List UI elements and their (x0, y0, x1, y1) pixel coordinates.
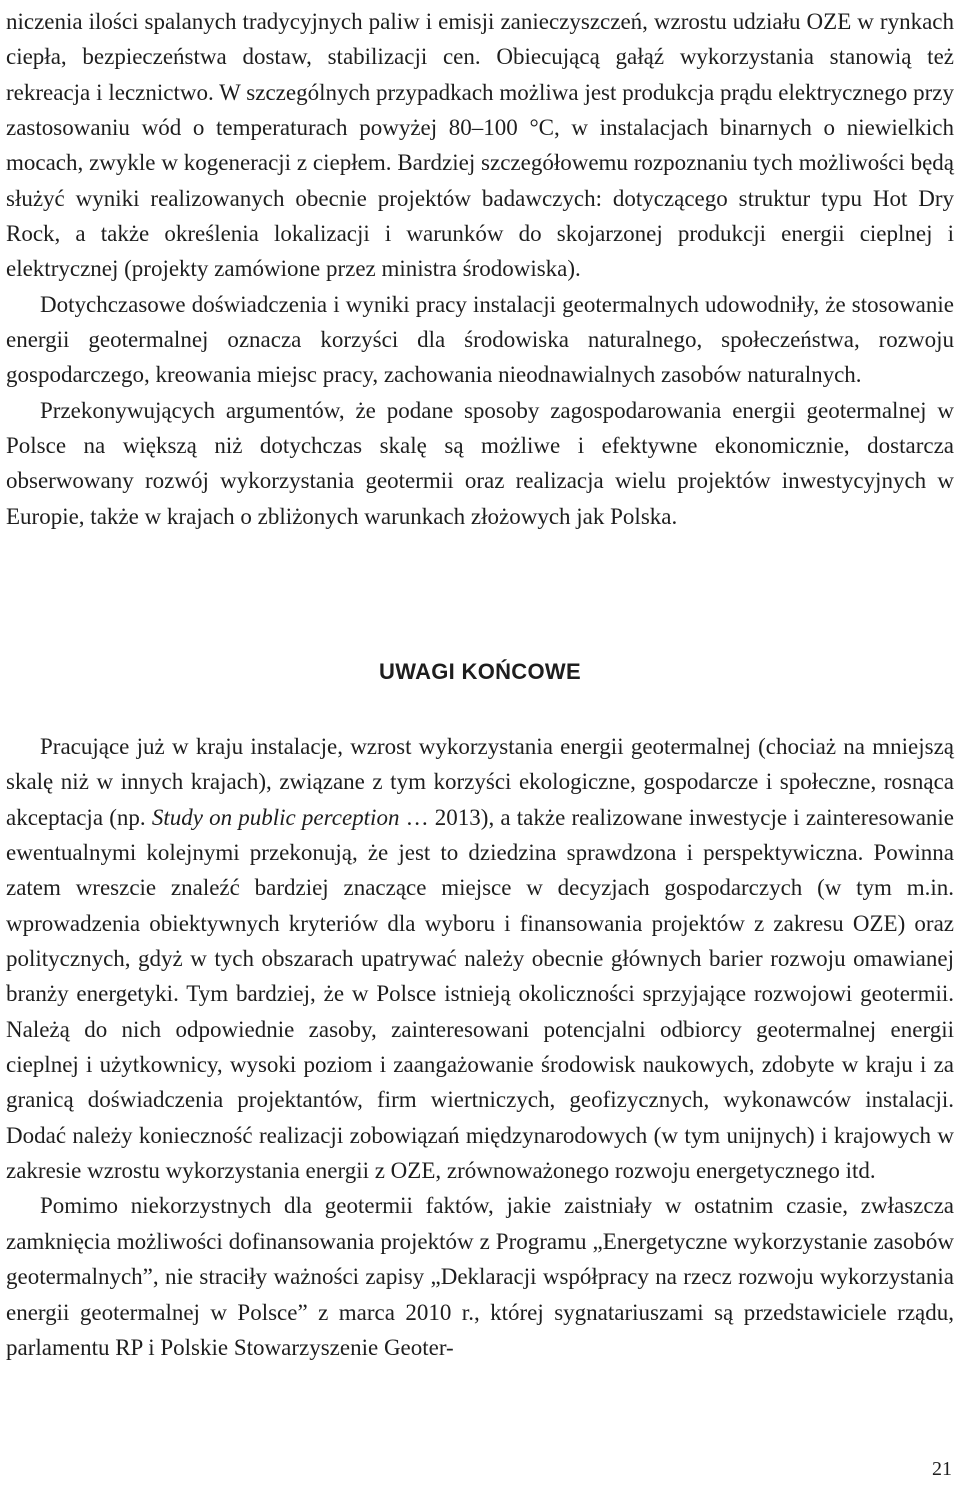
section-heading: UWAGI KOŃCOWE (379, 659, 581, 684)
conclusions-text-part-1: Pracujące już w kraju instalacje, wzrost wykorzystania energii geotermalnej (chociaż na mniejszą skalę niż w innych krajach), związane z tym korzyści ekologiczne, gospodarcze i społeczne, rosnąca akceptacja (np. (6, 734, 954, 830)
text-block-bottom (6, 729, 954, 1365)
paragraph-continued: niczenia ilości spalanych tradycyjnych paliw i emisji zanieczyszczeń, wzrostu udziału OZE w rynkach ciepła, bezpieczeństwa dostaw, stabilizacji cen. Obiecującą gałąź wykorzystania stanowią też rekreacja i lecznictwo. W szczególnych przypadkach możliwa jest produkcja prądu elektrycznego przy zastosowaniu wód o temperaturach powyżej 80–100 °C, w instalacjach binarnych o niewielkich mocach, zwykle w kogeneracji z ciepłem. Bardziej szczegółowemu rozpoznaniu tych możliwości będą służyć wyniki realizowanych obecnie projektów badawczych: dotyczącego struktur typu Hot Dry Rock, a także określenia lokalizacji i warunków do skojarzonej produkcji energii cieplnej i elektrycznej (projekty zamówione przez ministra środowiska). (6, 9, 954, 282)
paragraph-conclusions (6, 729, 954, 1188)
text-block-top (6, 4, 954, 534)
paragraph-arguments: Przekonywujących argumentów, że podane sposoby zagospodarowania energii geotermalnej w Polsce na większą niż dotychczas skalę są możliwe i efektywne ekonomicznie, dostarcza obserwowany rozwój wykorzystania geotermii oraz realizacja wielu projektów inwestycyjnych w Europie, także w krajach o zbliżonych warunkach złożowych jak Polska. (6, 397, 954, 529)
cited-title-italic: Study on public perception (151, 804, 400, 830)
paragraph-declaration: Pomimo niekorzystnych dla geotermii faktów, jakie zaistniały w ostatnim czasie, zwłaszcza zamknięcia możliwości dofinansowania projektów z Programu „Energetyczne wykorzystanie zasobów geotermalnych”, nie straciły ważności zapisy „Deklaracji współpracy na rzecz rozwoju wykorzystania energii geotermalnej w Polsce” z marca 2010 r., której sygnatariuszami są przedstawiciele rządu, parlamentu RP i Polskie Stowarzyszenie Geoter- (6, 1193, 954, 1360)
paragraph-experience: Dotychczasowe doświadczenia i wyniki pracy instalacji geotermalnych udowodniły, że stosowanie energii geotermalnej oznacza korzyści dla środowiska naturalnego, społeczeństwa, rozwoju gospodarczego, kreowania miejsc pracy, zachowania nieodnawialnych zasobów naturalnych. (6, 291, 954, 388)
page-number: 21 (932, 1458, 952, 1480)
conclusions-text-part-2: … 2013), a także realizowane inwestycje i zainteresowanie ewentualnymi kolejnymi przekonują, że jest to dziedzina sprawdzona i perspektywiczna. Powinna zatem wreszcie znaleźć bardziej znaczące miejsce w decyzjach gospodarczych (w tym m.in. wprowadzenia obiektywnych kryteriów dla wyboru i finansowania projektów z zakresu OZE) oraz politycznych, gdyż w tych obszarach upatrywać należy obecnie głównych barier rozwoju omawianej branży energetyki. Tym bardziej, że w Polsce istnieją okoliczności sprzyjające rozwojowi geotermii. Należą do nich odpowiednie zasoby, zainteresowani potencjalni odbiorcy geotermalnej energii cieplnej i użytkownicy, wysoki poziom i zaangażowanie środowisk naukowych, zdobyte w kraju i za granicą doświadczenia projektantów, firm wiertniczych, geofizycznych, wykonawców instalacji. Dodać należy konieczność realizacji zobowiązań międzynarodowych (w tym unijnych) i krajowych w zakresie wzrostu wykorzystania energii z OZE, zrównoważonego rozwoju energetycznego itd. (6, 804, 954, 1184)
